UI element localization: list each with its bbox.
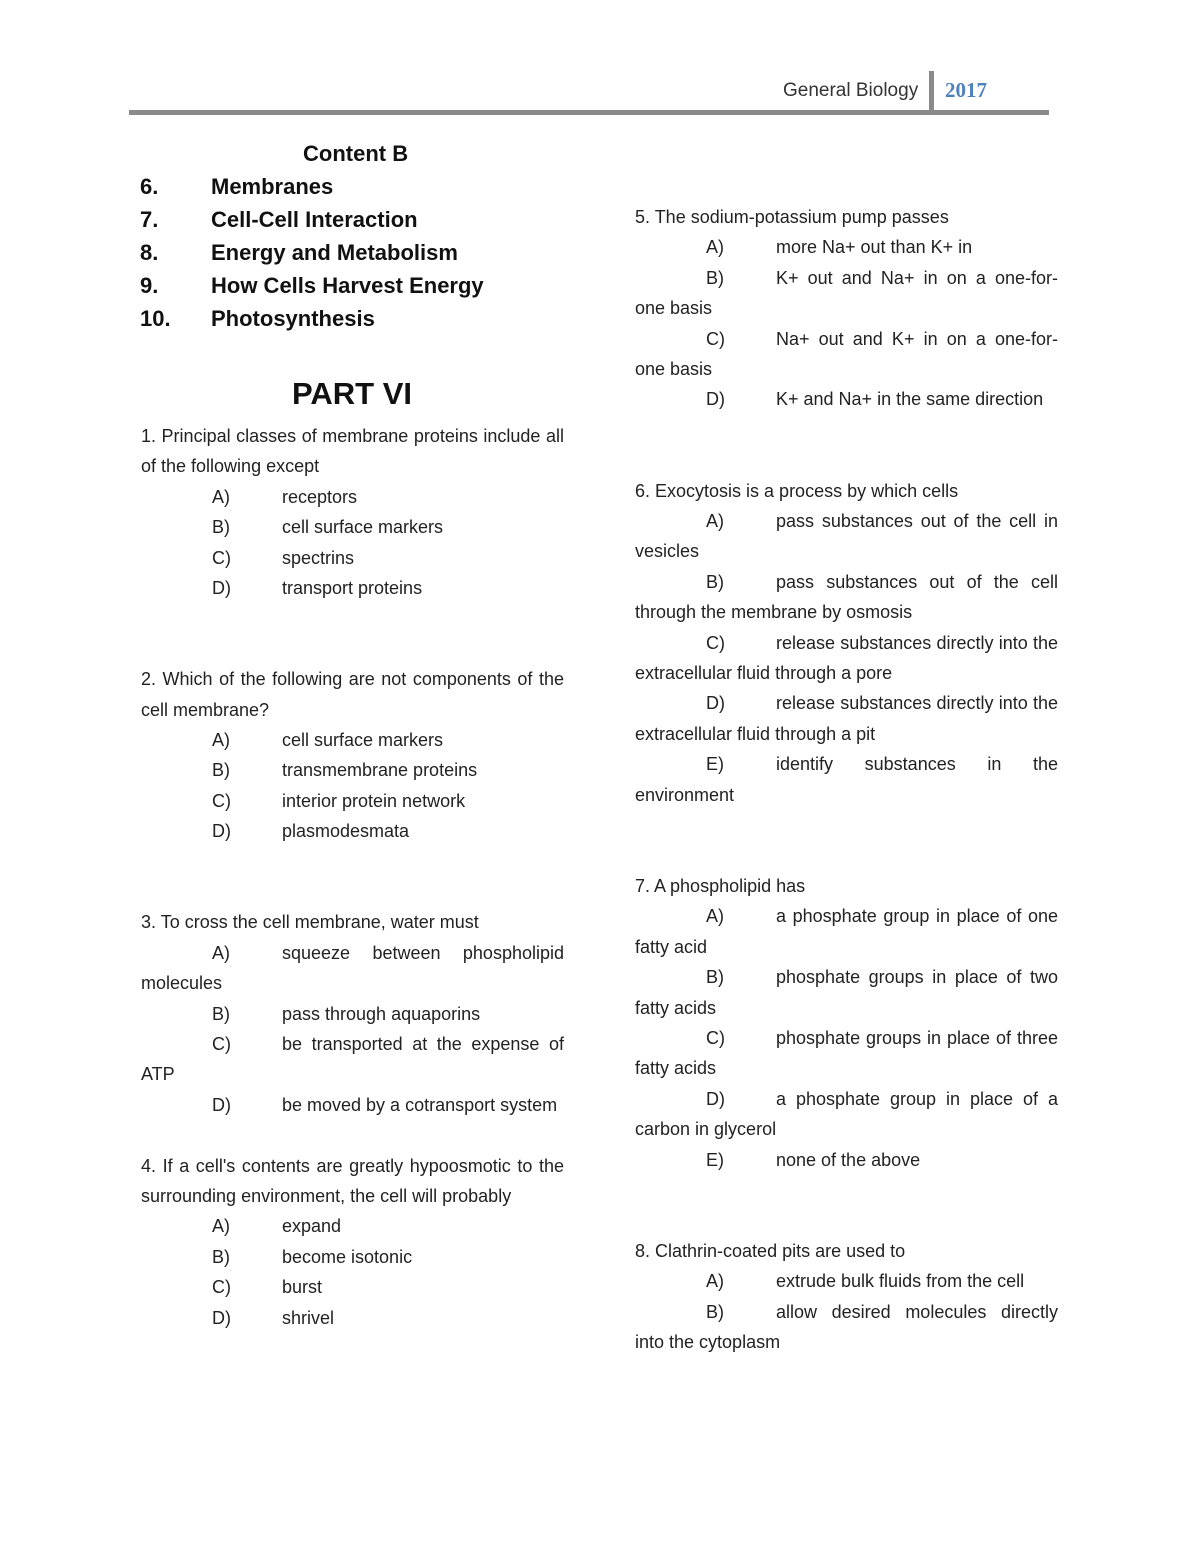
option-letter: D) (212, 578, 231, 599)
answer-option (635, 1297, 1058, 1358)
option-letter: B) (706, 267, 724, 288)
question-stem: 8. Clathrin-coated pits are used to (635, 1240, 906, 1261)
answer-option (141, 1303, 564, 1333)
toc-title: Cell-Cell Interaction (211, 207, 418, 232)
option-text: none of the above (776, 1149, 921, 1170)
option-text: pass through aquaporins (282, 1003, 481, 1024)
question-stem: 5. The sodium-potassium pump passes (635, 207, 949, 227)
option-letter: C) (706, 632, 725, 653)
option-letter: A) (706, 511, 724, 532)
answer-option (635, 1023, 1058, 1084)
toc-number: 9. (140, 273, 159, 298)
toc-item (140, 174, 580, 207)
question-stem: 6. Exocytosis is a process by which cells (635, 480, 959, 501)
toc-title: Membranes (211, 174, 334, 199)
option-letter: B) (212, 517, 230, 538)
option-text: burst (282, 1277, 323, 1298)
option-text: expand (282, 1216, 342, 1237)
option-letter: D) (706, 693, 725, 714)
option-letter: A) (212, 486, 230, 507)
option-text: transmembrane proteins (282, 760, 478, 781)
question-stem: 2. Which of the following are not components of the cell membrane? (141, 669, 564, 720)
answer-option (141, 1090, 564, 1120)
option-text: cell surface markers (282, 517, 444, 538)
answer-option (635, 384, 1058, 414)
option-text: more Na+ out than K+ in (776, 237, 973, 258)
answer-option (141, 1242, 564, 1272)
toc-number: 7. (140, 207, 159, 232)
question-stem: 1. Principal classes of membrane proteins include all of the following except (141, 426, 564, 477)
table-of-contents (140, 174, 580, 339)
option-letter: C) (212, 790, 231, 811)
answer-option (635, 962, 1058, 1023)
answer-option (141, 725, 564, 755)
option-text: K+ and Na+ in the same direction (776, 389, 1044, 410)
toc-title: Photosynthesis (211, 306, 375, 331)
answer-option (635, 232, 1058, 262)
toc-item (140, 273, 580, 306)
toc-number: 10. (140, 306, 171, 331)
toc-item (140, 240, 580, 273)
option-text: a phosphate group in place of one fatty acid (635, 906, 1058, 957)
option-letter: B) (212, 1246, 230, 1267)
option-letter: B) (212, 1003, 230, 1024)
answer-option (141, 755, 564, 785)
option-text: pass substances out of the cell in vesicles (635, 511, 1058, 562)
option-letter: D) (212, 1094, 231, 1115)
header-year: 2017 (945, 78, 987, 102)
answer-option (635, 506, 1058, 567)
answer-option (635, 688, 1058, 749)
option-letter: D) (212, 821, 231, 842)
answer-option (635, 1084, 1058, 1145)
option-text: K+ out and Na+ in on a one-for-one basis (635, 267, 1058, 319)
toc-item (140, 207, 580, 240)
option-text: extrude bulk fluids from the cell (776, 1271, 1025, 1292)
option-text: become isotonic (282, 1246, 413, 1267)
option-letter: D) (212, 1307, 231, 1328)
option-letter: E) (706, 754, 724, 775)
answer-option (635, 567, 1058, 628)
part-title: PART VI (292, 376, 412, 411)
option-letter: A) (706, 1271, 724, 1292)
answer-option (635, 901, 1058, 962)
question-stem: 3. To cross the cell membrane, water must (141, 912, 479, 933)
option-text: be transported at the expense of ATP (141, 1034, 564, 1085)
answer-option (141, 482, 564, 512)
option-text: release substances directly into the extracellular fluid through a pore (635, 632, 1058, 684)
answer-option (141, 512, 564, 542)
option-text: be moved by a cotransport system (282, 1094, 558, 1115)
option-letter: A) (212, 942, 230, 963)
option-text: identify substances in the environment (635, 754, 1058, 805)
option-text: a phosphate group in place of a carbon in glycerol (635, 1088, 1058, 1140)
option-text: receptors (282, 486, 358, 507)
answer-option (141, 1029, 564, 1090)
left-column (141, 421, 564, 1333)
toc-title: How Cells Harvest Energy (211, 273, 484, 298)
option-letter: C) (212, 1034, 231, 1055)
option-letter: D) (706, 389, 725, 410)
answer-option (141, 1272, 564, 1302)
option-letter: B) (706, 571, 724, 592)
question-stem: 4. If a cell's contents are greatly hypoosmotic to the surrounding environment, the cell will probably (141, 1155, 564, 1207)
option-letter: A) (212, 1216, 230, 1237)
answer-option (635, 263, 1058, 324)
option-letter: A) (706, 237, 724, 258)
option-text: cell surface markers (282, 730, 444, 751)
option-letter: D) (706, 1088, 725, 1109)
option-text: pass substances out of the cell through the membrane by osmosis (635, 571, 1058, 623)
option-text: Na+ out and K+ in on a one-for-one basis (635, 328, 1058, 380)
option-text: phosphate groups in place of three fatty acids (635, 1027, 1058, 1079)
option-letter: C) (212, 547, 231, 568)
option-letter: A) (212, 730, 230, 751)
answer-option (635, 1145, 1058, 1175)
toc-number: 8. (140, 240, 159, 265)
option-text: spectrins (282, 547, 355, 568)
option-text: phosphate groups in place of two fatty acids (635, 967, 1058, 1018)
option-letter: C) (706, 1027, 725, 1048)
content-title: Content B (303, 141, 409, 166)
option-letter: A) (706, 906, 724, 927)
toc-number: 6. (140, 174, 159, 199)
option-text: squeeze between phospholipid molecules (141, 942, 564, 994)
option-letter: C) (706, 328, 725, 349)
answer-option (141, 938, 564, 999)
option-letter: E) (706, 1149, 724, 1170)
option-text: plasmodesmata (282, 821, 410, 842)
answer-option (141, 999, 564, 1029)
answer-option (141, 573, 564, 603)
option-text: transport proteins (282, 578, 423, 599)
option-letter: B) (212, 760, 230, 781)
answer-option (635, 749, 1058, 810)
option-text: release substances directly into the extracellular fluid through a pit (635, 693, 1058, 744)
answer-option (141, 543, 564, 573)
question-stem: 7. A phospholipid has (635, 875, 806, 896)
right-column (635, 202, 1058, 1357)
answer-option (635, 324, 1058, 385)
option-letter: B) (706, 1301, 724, 1322)
header-rule (129, 110, 1049, 115)
answer-option (635, 1266, 1058, 1296)
answer-option (141, 1211, 564, 1241)
toc-item (140, 306, 580, 339)
option-text: shrivel (282, 1307, 335, 1328)
toc-title: Energy and Metabolism (211, 240, 458, 265)
header-title: General Biology (783, 80, 919, 101)
answer-option (635, 628, 1058, 689)
option-letter: C) (212, 1277, 231, 1298)
option-text: allow desired molecules directly into the cytoplasm (635, 1301, 1058, 1352)
answer-option (141, 786, 564, 816)
option-text: interior protein network (282, 790, 466, 811)
header-separator (929, 71, 934, 111)
option-letter: B) (706, 967, 724, 988)
answer-option (141, 816, 564, 846)
